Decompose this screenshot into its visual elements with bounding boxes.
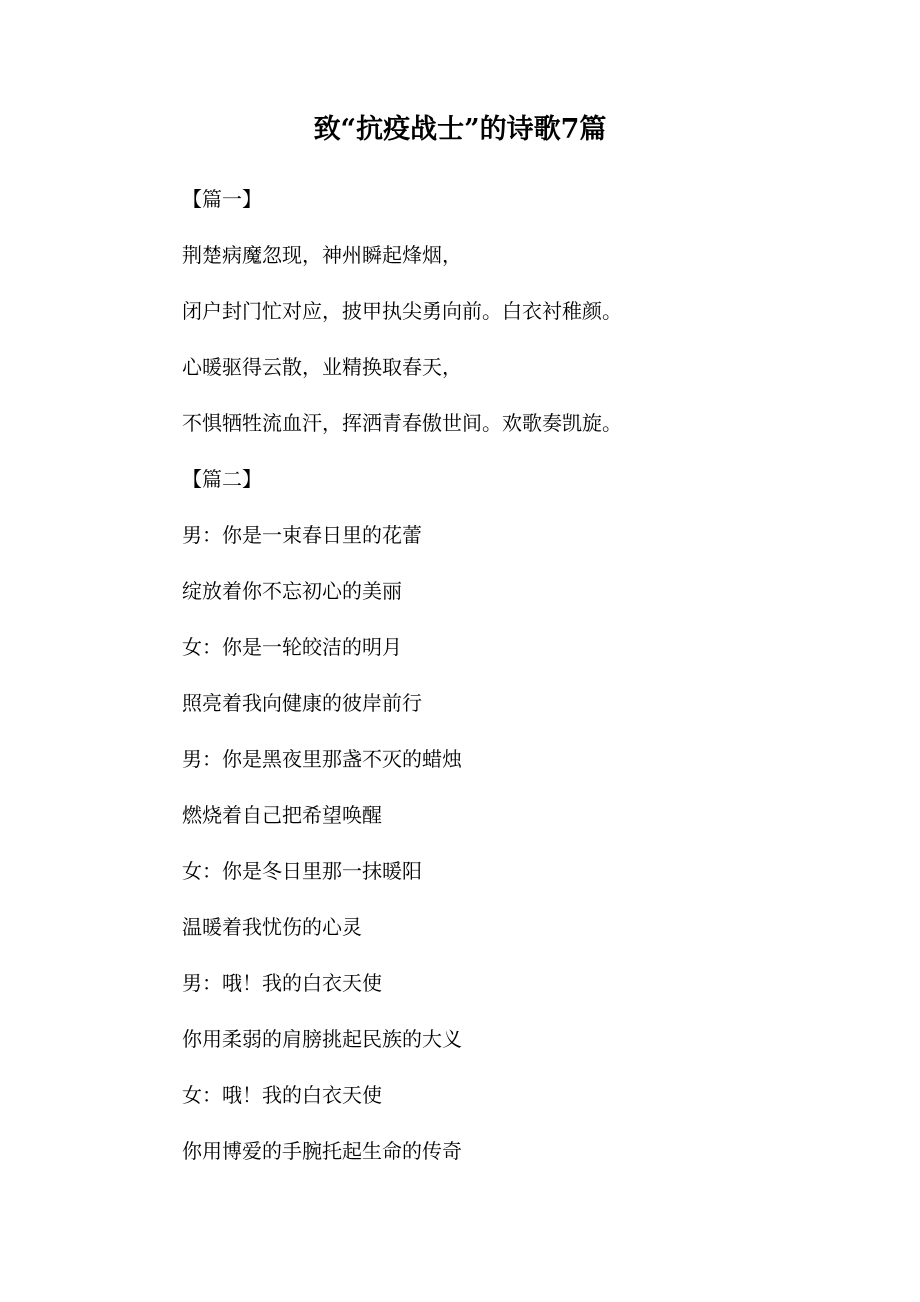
section-heading-1: 【篇一】 — [182, 187, 262, 211]
poem-line: 男：你是黑夜里那盏不灭的蜡烛 — [182, 747, 462, 771]
poem-line: 温暖着我忧伤的心灵 — [182, 915, 362, 939]
poem-line: 闭户封门忙对应，披甲执尖勇向前。白衣衬稚颜。 — [182, 299, 622, 323]
poem-line: 女：你是冬日里那一抹暖阳 — [182, 859, 422, 883]
poem-line: 女：哦！我的白衣天使 — [182, 1083, 382, 1107]
poem-line: 心暖驱得云散，业精换取春天， — [182, 355, 462, 379]
poem-line: 燃烧着自己把希望唤醒 — [182, 803, 382, 827]
poem-line: 女：你是一轮皎洁的明月 — [182, 635, 402, 659]
section-heading-2: 【篇二】 — [182, 467, 262, 491]
document-title: 致“抗疫战士”的诗歌7篇 — [313, 114, 607, 145]
poem-line: 男：哦！我的白衣天使 — [182, 971, 382, 995]
poem-line: 你用柔弱的肩膀挑起民族的大义 — [182, 1027, 462, 1051]
poem-line: 男：你是一束春日里的花蕾 — [182, 523, 422, 547]
poem-line: 绽放着你不忘初心的美丽 — [182, 579, 402, 603]
poem-line: 你用博爱的手腕托起生命的传奇 — [182, 1139, 462, 1163]
poem-line: 不惧牺牲流血汗，挥洒青春傲世间。欢歌奏凯旋。 — [182, 411, 622, 435]
poem-line: 照亮着我向健康的彼岸前行 — [182, 691, 422, 715]
poem-line: 荆楚病魔忽现，神州瞬起烽烟， — [182, 243, 462, 267]
